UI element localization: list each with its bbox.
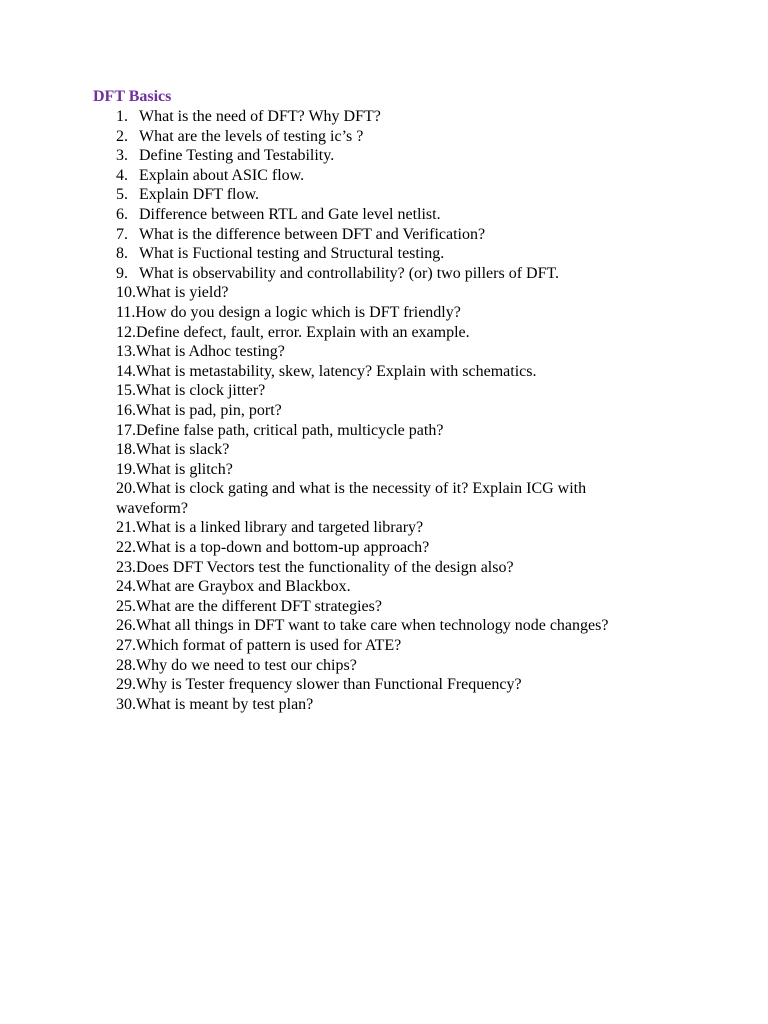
question-item — [116, 323, 656, 343]
question-item — [116, 479, 656, 518]
question-text: What is Fuctional testing and Structural testing. — [139, 245, 445, 263]
question-text: What is the need of DFT? Why DFT? — [139, 108, 381, 125]
question-text: What is slack? — [136, 441, 230, 459]
question-text: How do you design a logic which is DFT friendly? — [135, 303, 461, 321]
question-item — [116, 362, 656, 382]
question-list — [116, 107, 656, 714]
question-number: 23. — [116, 558, 136, 576]
question-number: 7. — [116, 225, 128, 243]
question-number: 26. — [116, 617, 136, 635]
question-number: 18. — [116, 441, 136, 459]
question-number: 28. — [116, 656, 136, 674]
section-heading: DFT Basics — [93, 88, 172, 105]
question-number: 8. — [116, 245, 128, 263]
question-number: 14. — [116, 362, 136, 380]
question-item — [116, 107, 656, 127]
question-number: 4. — [116, 166, 128, 184]
question-number: 25. — [116, 597, 136, 615]
question-item — [116, 401, 656, 421]
question-text: What is yield? — [136, 284, 229, 302]
question-item — [116, 205, 656, 225]
question-item — [116, 675, 656, 695]
question-text: Difference between RTL and Gate level netlist. — [139, 205, 441, 223]
question-item — [116, 264, 656, 284]
question-item — [116, 558, 656, 578]
question-text: Define Testing and Testability. — [139, 147, 335, 165]
question-item — [116, 421, 656, 441]
question-text: What is the difference between DFT and Verification? — [139, 225, 486, 243]
question-item — [116, 538, 656, 558]
question-text: What is Adhoc testing? — [136, 343, 285, 361]
question-item — [116, 381, 656, 401]
question-item — [116, 342, 656, 362]
question-item — [116, 185, 656, 205]
question-item — [116, 656, 656, 676]
question-text: What is pad, pin, port? — [136, 401, 282, 419]
question-number: 12. — [116, 323, 136, 341]
question-number: 6. — [116, 205, 128, 223]
question-number: 29. — [116, 676, 136, 694]
question-text: What is a top-down and bottom-up approach? — [136, 539, 430, 557]
question-text: What is observability and controllability? (or) two pillers of DFT. — [139, 264, 560, 282]
question-number: 5. — [116, 186, 128, 204]
question-item — [116, 577, 656, 597]
question-text: What all things in DFT want to take care when technology node changes? — [136, 617, 609, 635]
question-number: 21. — [116, 519, 136, 537]
question-item — [116, 166, 656, 186]
question-text: What is meant by test plan? — [136, 695, 314, 713]
question-text: What is metastability, skew, latency? Explain with schematics. — [136, 362, 537, 380]
question-number: 19. — [116, 460, 136, 478]
question-text: Define false path, critical path, multicycle path? — [136, 421, 444, 439]
question-text: Why is Tester frequency slower than Functional Frequency? — [136, 676, 522, 694]
question-text: What is clock jitter? — [136, 382, 266, 400]
question-item — [116, 225, 656, 245]
question-number: 20. — [116, 480, 136, 498]
question-text: What is glitch? — [136, 460, 233, 478]
question-text: What is a linked library and targeted library? — [136, 519, 424, 537]
question-text: What are the different DFT strategies? — [136, 597, 382, 615]
question-item — [116, 636, 656, 656]
question-text: What are Graybox and Blackbox. — [136, 578, 351, 596]
question-text: Explain about ASIC flow. — [139, 166, 305, 184]
question-number: 10. — [116, 284, 136, 302]
question-item — [116, 518, 656, 538]
question-text: Why do we need to test our chips? — [136, 656, 357, 674]
question-number: 1. — [116, 108, 128, 125]
question-number: 9. — [116, 264, 128, 282]
question-text: What is clock gating and what is the necessity of it? Explain ICG with waveform? — [116, 480, 587, 517]
question-text: Which format of pattern is used for ATE? — [136, 637, 402, 655]
question-number: 27. — [116, 637, 136, 655]
question-item — [116, 244, 656, 264]
question-text: What are the levels of testing ic’s ? — [139, 127, 364, 145]
question-number: 24. — [116, 578, 136, 596]
question-text: Define defect, fault, error. Explain with an example. — [136, 323, 470, 341]
question-item — [116, 597, 656, 617]
question-number: 15. — [116, 382, 136, 400]
question-number: 16. — [116, 401, 136, 419]
question-item — [116, 146, 656, 166]
question-number: 3. — [116, 147, 128, 165]
question-number: 30. — [116, 695, 136, 713]
question-item — [116, 303, 656, 323]
question-item — [116, 695, 656, 715]
question-item — [116, 460, 656, 480]
question-item — [116, 283, 656, 303]
question-number: 13. — [116, 343, 136, 361]
question-number: 22. — [116, 539, 136, 557]
question-number: 11. — [116, 303, 136, 321]
question-text: Explain DFT flow. — [139, 186, 259, 204]
question-number: 2. — [116, 127, 128, 145]
question-item — [116, 127, 656, 147]
question-text: Does DFT Vectors test the functionality of the design also? — [136, 558, 514, 576]
question-item — [116, 616, 656, 636]
question-number: 17. — [116, 421, 136, 439]
question-item — [116, 440, 656, 460]
